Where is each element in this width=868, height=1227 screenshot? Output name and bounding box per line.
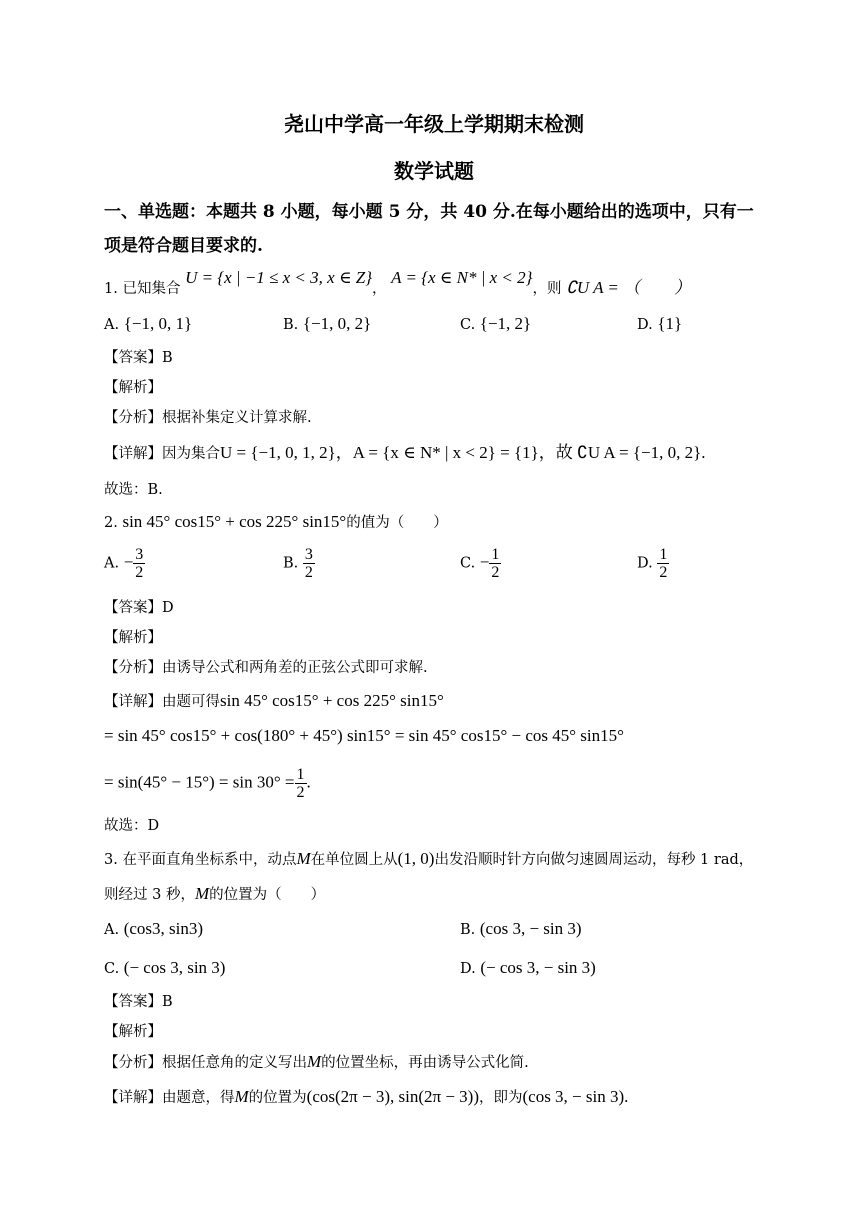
q3-analysis-header: 【解析】 <box>104 1024 162 1040</box>
q2-expression: sin 45° cos15° + cos 225° sin15° <box>122 512 347 531</box>
section-heading-line2: 项是符合题目要求的. <box>104 236 263 256</box>
q1-stem-prefix: 1. 已知集合 <box>104 281 181 297</box>
q1-stem: 1. 已知集合 U = {x | −1 ≤ x < 3, x ∈ Z}， A = {x ∈ N* | x < 2}，则 ∁U A = （ ） <box>104 268 692 297</box>
q1-target: ∁U A = （ ） <box>566 278 692 297</box>
q3-answer: 【答案】B <box>104 994 173 1010</box>
section-heading-line1: 一、单选题：本题共 8 小题，每小题 5 分，共 40 分.在每小题给出的选项中，只有一 <box>104 202 754 222</box>
q2-xiangjie-math: sin 45° cos15° + cos 225° sin15° <box>220 691 444 710</box>
q1-set-a: A = {x ∈ N* | x < 2} <box>391 268 533 287</box>
q3-stem-line2: 则经过 3 秒，M的位置为（ ） <box>104 884 326 903</box>
q3-xiangjie-math1: (cos(2π − 3), sin(2π − 3)) <box>306 1087 479 1106</box>
q2-derivation-line3: = sin(45° − 15°) = sin 30° = $\frac{1}{2}$ . <box>104 766 311 801</box>
q2-derivation-line2: = sin 45° cos15° + cos(180° + 45°) sin15° = sin 45° cos15° − cos 45° sin15° <box>104 726 624 745</box>
q3-option-d: D. (− cos 3, − sin 3) <box>460 958 596 977</box>
q3-xiangjie-math2: (cos 3, − sin 3). <box>522 1087 629 1106</box>
q1-option-d: D. {1} <box>637 314 683 333</box>
q3-fenxi: 【分析】根据任意角的定义写出M的位置坐标，再由诱导公式化简. <box>104 1052 529 1071</box>
q3-option-c: C. (− cos 3, sin 3) <box>104 958 226 977</box>
q1-analysis-header: 【解析】 <box>104 380 162 396</box>
q1-xiangjie: 【详解】因为集合U = {−1, 0, 1, 2}，A = {x ∈ N* | x < 2} = {1}，故 ∁U A = {−1, 0, 2}. <box>104 443 706 462</box>
q3-stem-line1: 3. 在平面直角坐标系中，动点M在单位圆上从(1, 0)出发沿顺时针方向做匀速圆周运动，每秒 1 rad， <box>104 849 754 868</box>
q1-option-a: A. {−1, 0, 1} <box>104 314 193 333</box>
q3-xiangjie: 【详解】由题意，得M的位置为(cos(2π − 3), sin(2π − 3))，即为(cos 3, − sin 3). <box>104 1087 629 1106</box>
q2-xiangjie: 【详解】由题可得sin 45° cos15° + cos 225° sin15° <box>104 691 444 710</box>
q2-option-b: B. $\frac{3}{2}$ <box>283 546 313 581</box>
q3-option-a: A. (cos3, sin3) <box>104 919 204 938</box>
q2-option-d: D. $\frac{1}{2}$ <box>637 546 668 581</box>
q1-xiangjie-math: U = {−1, 0, 1, 2}，A = {x ∈ N* | x < 2} = {1}，故 ∁U A = {−1, 0, 2}. <box>220 443 706 462</box>
document-subtitle: 数学试题 <box>394 159 474 183</box>
q1-fenxi: 【分析】根据补集定义计算求解. <box>104 410 312 426</box>
q1-option-c: C. {−1, 2} <box>460 314 532 333</box>
q1-option-b: B. {−1, 0, 2} <box>283 314 372 333</box>
q2-stem: 2. sin 45° cos15° + cos 225° sin15°的值为（ ） <box>104 512 448 531</box>
q2-option-a: A. − $\frac{3}{2}$ <box>104 546 144 581</box>
q1-answer: 【答案】B <box>104 350 173 366</box>
q1-set-u: U = {x | −1 ≤ x < 3, x ∈ Z} <box>185 268 373 287</box>
q2-analysis-header: 【解析】 <box>104 630 162 646</box>
q2-choice: 故选：D <box>104 818 160 834</box>
q2-fenxi: 【分析】由诱导公式和两角差的正弦公式即可求解. <box>104 660 428 676</box>
q1-choice: 故选：B. <box>104 482 163 498</box>
q2-answer: 【答案】D <box>104 600 174 616</box>
document-title: 尧山中学高一年级上学期期末检测 <box>284 112 584 136</box>
q2-option-c: C. − $\frac{1}{2}$ <box>460 546 500 581</box>
q1-then: ，则 <box>532 281 562 297</box>
q3-start-point: (1, 0) <box>397 849 435 868</box>
q3-option-b: B. (cos 3, − sin 3) <box>460 919 582 938</box>
